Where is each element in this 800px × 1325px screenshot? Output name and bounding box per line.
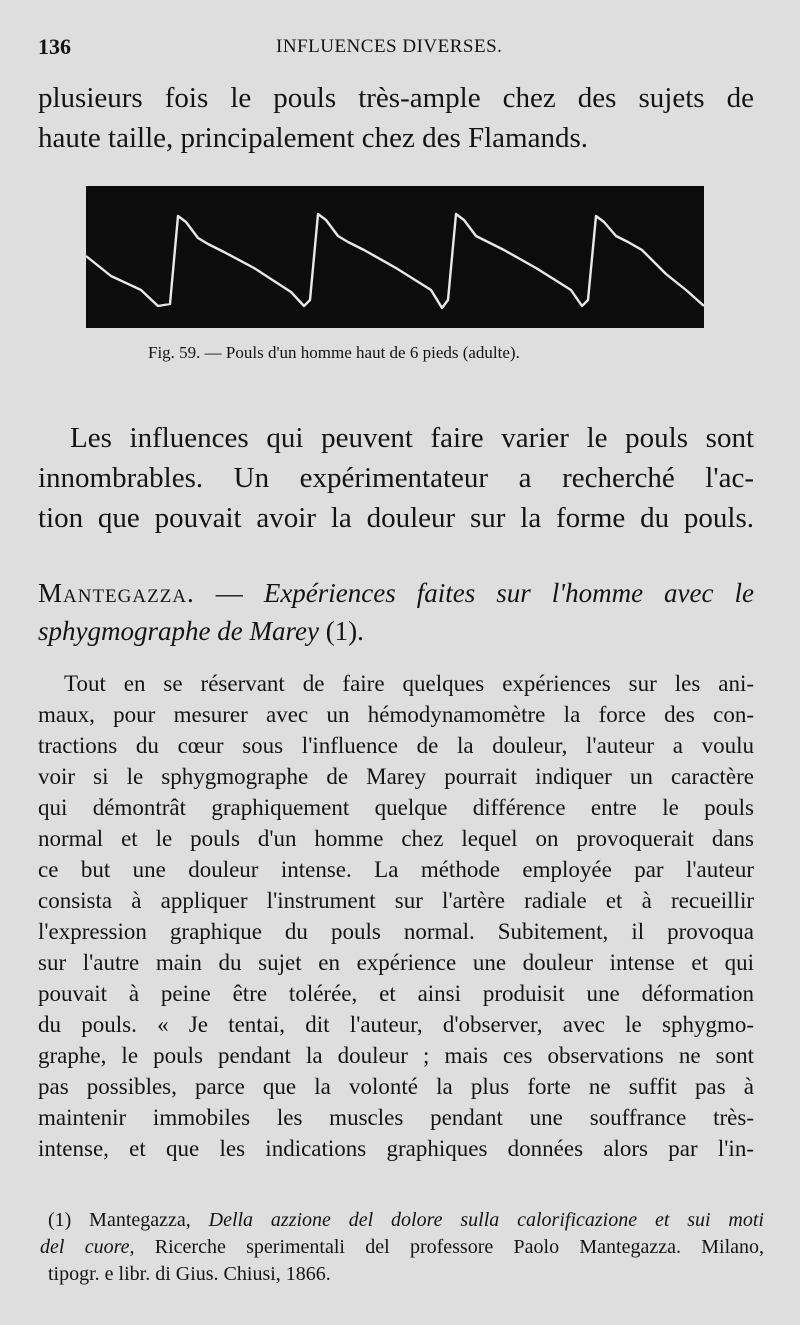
heading-title-cont: sphygmographe de Marey	[38, 616, 319, 646]
text-line: tion que pouvait avoir la douleur sur la forme du pouls.	[38, 502, 754, 534]
paragraph-mantegazza-cont	[38, 699, 754, 1164]
footnote-marker: (1)	[48, 1209, 90, 1231]
text-line: ce but une douleur intense. La méthode employée par l'auteur	[38, 857, 754, 882]
footnote-line: tipogr. e libr. di Gius. Chiusi, 1866.	[48, 1263, 331, 1285]
paragraph-influences	[70, 418, 754, 458]
footnote-line	[48, 1207, 764, 1234]
heading-ref: (1).	[318, 616, 364, 646]
text-line: pas possibles, parce que la volonté la plus forte ne suffit pas à	[38, 1074, 754, 1099]
footnote-title-cont: del cuore,	[40, 1236, 155, 1258]
text-line: Les influences qui peuvent faire varier le pouls sont	[70, 422, 754, 454]
heading-line	[38, 574, 754, 612]
section-heading	[38, 574, 754, 650]
paragraph-influences-cont	[38, 458, 754, 538]
text-line: tractions du cœur sous l'influence de la douleur, l'auteur a voulu	[38, 733, 754, 758]
text-line: voir si le sphygmographe de Marey pourrait indiquer un caractère	[38, 764, 754, 789]
text-line: maintenir immobiles les muscles pendant une souffrance très-	[38, 1105, 754, 1130]
text-line: normal et le pouls d'un homme chez lequel on provoquerait dans	[38, 826, 754, 851]
text-line: Tout en se réservant de faire quelques expériences sur les ani-	[64, 671, 754, 696]
pulse-trace-line	[86, 214, 704, 308]
text-line: pouvait à peine être tolérée, et ainsi produisit une déformation	[38, 981, 754, 1006]
figure-caption: Fig. 59. — Pouls d'un homme haut de 6 pieds (adulte).	[148, 343, 520, 362]
footnote-title: Della azzione del dolore sulla calorificazione et sui moti	[208, 1209, 764, 1231]
text-line: du pouls. « Je tentai, dit l'auteur, d'observer, avec le sphygmo-	[38, 1012, 754, 1037]
paragraph-mantegazza	[64, 668, 754, 699]
heading-author: Mantegazza.	[38, 578, 195, 608]
heading-title: Expériences faites sur l'homme avec le	[263, 578, 755, 608]
text-line: qui démontrât graphiquement quelque différence entre le pouls	[38, 795, 754, 820]
text-line: intense, et que les indications graphiques données alors par l'in-	[38, 1136, 754, 1161]
pulse-waveform	[86, 186, 704, 328]
footnote-line	[40, 1234, 764, 1261]
footnote-author: Mantegazza,	[89, 1209, 209, 1231]
text-line: maux, pour mesurer avec un hémodynamomètre la force des con-	[38, 702, 754, 727]
text-line: sur l'autre main du sujet en expérience une douleur intense et qui	[38, 950, 754, 975]
pulse-tracing-figure	[86, 186, 704, 328]
text-line: haute taille, principalement chez des Flamands.	[38, 122, 588, 154]
text-line: consista à appliquer l'instrument sur l'artère radiale et à recueillir	[38, 888, 754, 913]
intro-paragraph	[38, 78, 754, 158]
heading-line	[38, 612, 754, 650]
footnote-publisher: Ricerche sperimentali del professore Paolo Mantegazza. Milano,	[154, 1236, 764, 1258]
page-number: 136	[38, 34, 71, 59]
text-line: l'expression graphique du pouls normal. Subitement, il provoqua	[38, 919, 754, 944]
text-line: graphe, le pouls pendant la douleur ; mais ces observations ne sont	[38, 1043, 754, 1068]
page-header	[38, 34, 728, 64]
running-title: INFLUENCES DIVERSES.	[276, 36, 503, 57]
text-line: plusieurs fois le pouls très-ample chez des sujets de	[38, 82, 754, 114]
text-line: innombrables. Un expérimentateur a recherché l'ac-	[38, 462, 754, 494]
heading-dash: —	[194, 578, 264, 608]
footnote	[40, 1207, 764, 1288]
